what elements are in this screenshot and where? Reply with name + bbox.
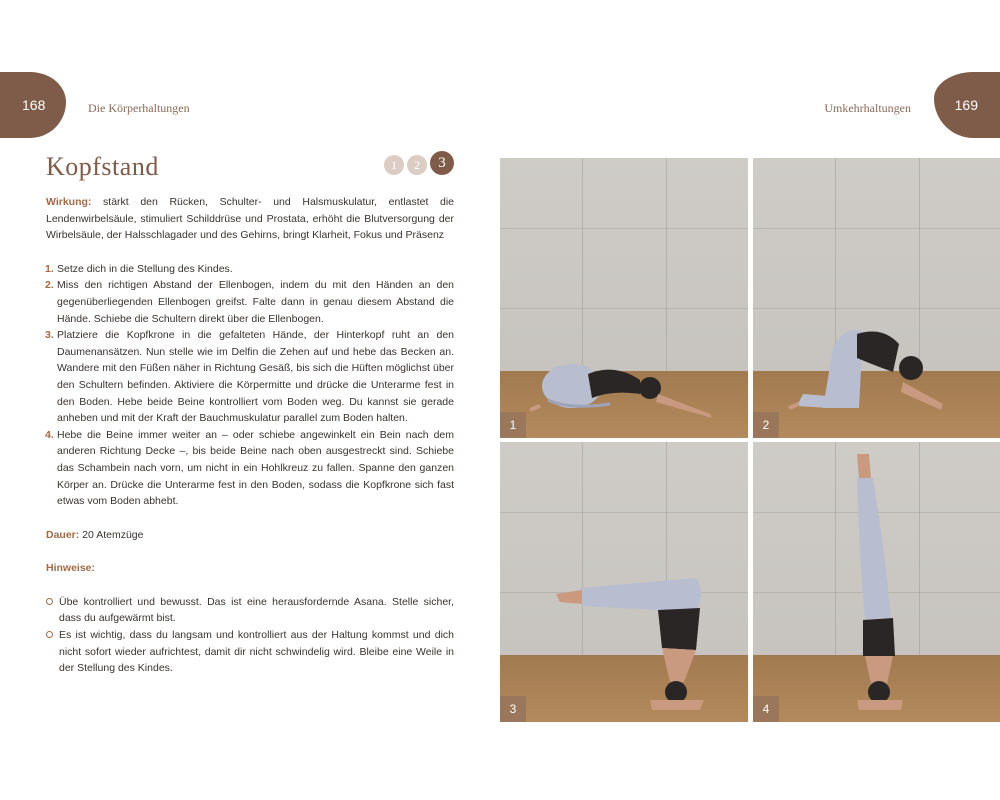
effect-text: stärkt den Rücken, Schulter- und Halsmuskulatur, entlastet die Lendenwirbelsäule, stimuliert Schilddrüse und Prostata, erhöht die Blutversorgung der Wirbelsäule, der Halsschlagader und des Gehirns, bringt Klarheit, Fokus und Präsenz: [46, 196, 454, 242]
note-text: Es ist wichtig, dass du langsam und kontrolliert aus der Haltung kommst und dich nicht sofort wieder aufrichtest, damit dir nicht schwindelig wird. Bleibe eine Weile in der Stellung des Kindes.: [59, 629, 454, 675]
instruction-item: [46, 427, 454, 510]
instruction-item: [46, 261, 454, 278]
photo-label-4: 4: [753, 696, 779, 722]
child-pose-figure: [500, 158, 748, 438]
instruction-text: Platziere die Kopfkrone in die gefalteten Hände, der Hinterkopf ruht an den Daumenansätzen. Nun stelle wie im Delfin die Zehen auf und hebe das Becken an. Wandere mit den Füßen näher in Richtung Gesäß, bis sich die Hüften möglichst über den Schultern befinden. Aktiviere die Körpermitte und drücke die Unterarme fest in den Boden. Hebe beide Beine kontrolliert vom Boden weg. Du kannst sie gerade anheben und mit der Kraft der Bauchmuskulatur parallel zum Boden halten.: [57, 329, 454, 425]
page-number-right-text: 169: [954, 97, 978, 113]
photo-label-3: 3: [500, 696, 526, 722]
instruction-item: [46, 277, 454, 327]
page-title: Kopfstand: [46, 152, 159, 181]
instruction-number: 2.: [45, 279, 54, 292]
photo-label-1: 1: [500, 412, 526, 438]
photo-step-2: [753, 158, 1000, 438]
duration-paragraph: [46, 527, 454, 544]
running-head-left: Die Körperhaltungen: [88, 101, 190, 115]
step-dot-3-active: 3: [430, 151, 454, 175]
headstand-horizontal-figure: [500, 442, 748, 722]
instruction-list: [46, 261, 454, 510]
headstand-full-figure: [753, 442, 1000, 722]
instruction-item: [46, 327, 454, 427]
note-text: Übe kontrolliert und bewusst. Das ist eine herausfordernde Asana. Stelle sicher, dass du aufgewärmt bist.: [59, 595, 454, 625]
instruction-text: Setze dich in die Stellung des Kindes.: [57, 262, 233, 275]
effect-label: Wirkung:: [46, 196, 92, 208]
step-indicator: [384, 151, 454, 175]
photo-step-3: [500, 442, 748, 722]
text-column: [46, 194, 454, 677]
photo-label-2: 2: [753, 412, 779, 438]
step-dot-2: 2: [407, 155, 427, 175]
photo-step-4: [753, 442, 1000, 722]
note-item: [46, 594, 454, 627]
duration-label: Dauer:: [46, 528, 80, 541]
page-number-left: [0, 72, 66, 138]
instruction-number: 3.: [45, 329, 54, 342]
instruction-number: 4.: [45, 428, 54, 441]
bullet-ring-icon: [46, 631, 53, 638]
instruction-number: 1.: [45, 262, 54, 275]
effect-paragraph: [46, 194, 454, 244]
duration-text: 20 Atemzüge: [79, 528, 144, 541]
instruction-text: Hebe die Beine immer weiter an – oder schiebe angewinkelt ein Bein nach dem anderen Richtung Decke –, bis beide Beine nach oben ausgestreckt sind. Schiebe das Schambein nach vorn, um nicht in ein Hohlkreuz zu fallen. Spanne den ganzen Körper an. Drücke die Unterarme fest in den Boden, sodass die Kopfkrone sich fast etwas vom Boden abhebt.: [57, 428, 454, 508]
notes-list: [46, 594, 454, 677]
instruction-text: Miss den richtigen Abstand der Ellenbogen, indem du mit den Händen an den gegenüberliegenden Ellenbogen greifst. Falte dann in genau diesem Abstand die Hände. Schiebe die Schultern direkt über die Ellenbogen.: [57, 279, 454, 325]
photo-step-1: [500, 158, 748, 438]
bullet-ring-icon: [46, 598, 53, 605]
page-number-right: [934, 72, 1000, 138]
notes-heading: [46, 560, 454, 577]
note-item: [46, 627, 454, 677]
page-number-left-text: 168: [22, 97, 46, 113]
running-head-right: Umkehrhaltungen: [824, 101, 911, 115]
step-dot-1: 1: [384, 155, 404, 175]
notes-label: Hinweise:: [46, 562, 96, 575]
kneeling-forearms-figure: [753, 158, 1000, 438]
